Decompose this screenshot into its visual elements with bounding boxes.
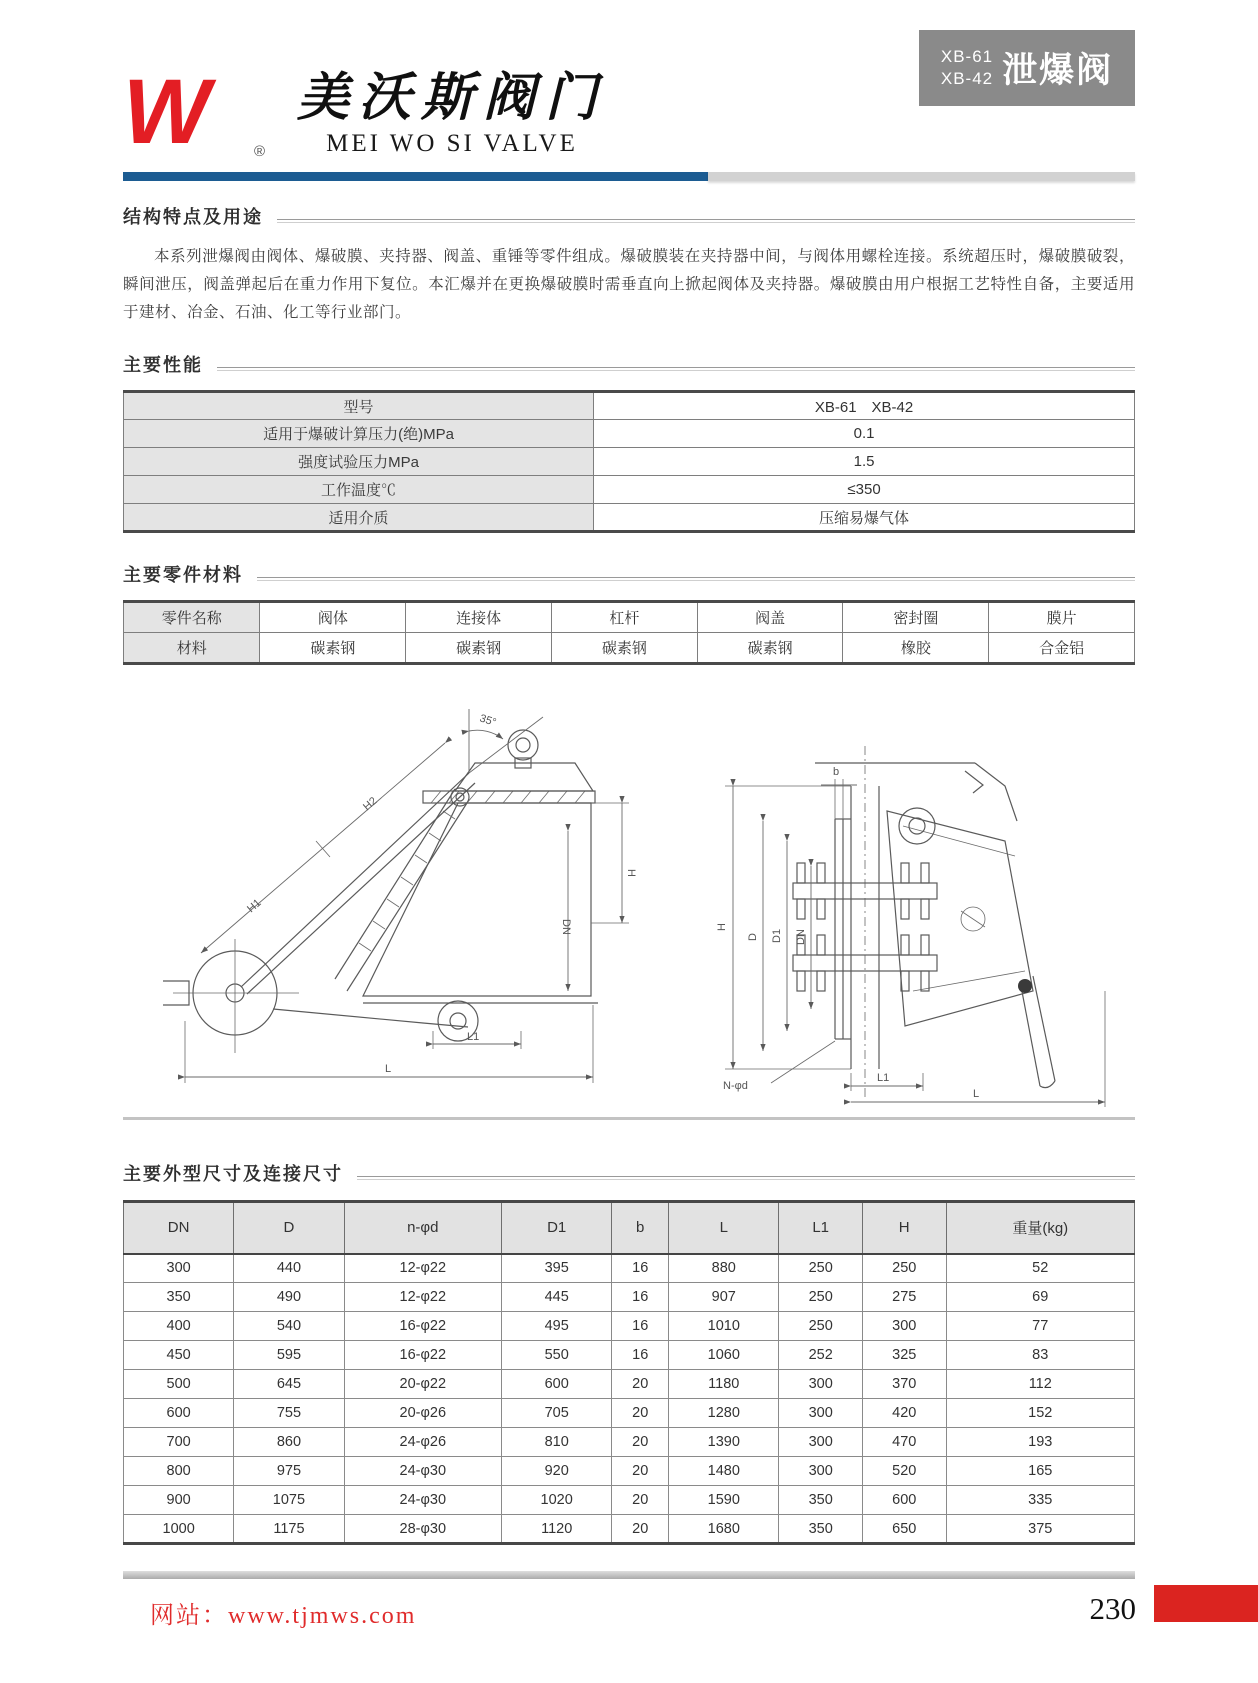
table-cell: 907 bbox=[669, 1283, 779, 1312]
table-cell: 橡胶 bbox=[843, 633, 989, 664]
table-cell: 375 bbox=[946, 1515, 1135, 1544]
dimension-label: L bbox=[385, 1063, 392, 1075]
product-badge bbox=[919, 30, 1135, 106]
column-header: 重量(kg) bbox=[946, 1202, 1135, 1254]
table-cell: 490 bbox=[234, 1283, 344, 1312]
table-cell: 16 bbox=[612, 1283, 669, 1312]
table-cell: 395 bbox=[502, 1254, 612, 1283]
table-cell: 500 bbox=[124, 1370, 234, 1399]
table-cell: 20 bbox=[612, 1457, 669, 1486]
column-header: DN bbox=[124, 1202, 234, 1254]
table-cell: 350 bbox=[779, 1515, 863, 1544]
table-cell: 强度试验压力MPa bbox=[124, 448, 594, 476]
table-cell: 压缩易爆气体 bbox=[594, 504, 1135, 532]
table-cell: 16-φ22 bbox=[344, 1341, 501, 1370]
table-cell: 16-φ22 bbox=[344, 1312, 501, 1341]
table-cell: 型号 bbox=[124, 392, 594, 420]
table-cell: 650 bbox=[862, 1515, 946, 1544]
registered-mark-icon: ® bbox=[253, 143, 265, 160]
table-cell: 材料 bbox=[124, 633, 260, 664]
table-cell: 1120 bbox=[502, 1515, 612, 1544]
dimension-label: H bbox=[716, 923, 728, 931]
table-cell: 370 bbox=[862, 1370, 946, 1399]
dimension-label: DN bbox=[795, 929, 807, 945]
table-cell: 20 bbox=[612, 1399, 669, 1428]
table-row bbox=[124, 504, 1135, 532]
table-cell: 350 bbox=[779, 1486, 863, 1515]
footer-red-block bbox=[1154, 1585, 1258, 1622]
section-dimensions bbox=[123, 1160, 1135, 1545]
table-cell: 470 bbox=[862, 1428, 946, 1457]
table-row bbox=[124, 1341, 1135, 1370]
table-cell: 600 bbox=[862, 1486, 946, 1515]
table-cell: 250 bbox=[779, 1254, 863, 1283]
header-rule-gray bbox=[708, 172, 1135, 181]
dimension-label: N-φd bbox=[723, 1080, 748, 1092]
section-title-row bbox=[123, 561, 1135, 587]
table-cell: 350 bbox=[124, 1283, 234, 1312]
table-cell: 24-φ30 bbox=[344, 1457, 501, 1486]
table-cell: 325 bbox=[862, 1341, 946, 1370]
table-cell: 零件名称 bbox=[124, 602, 260, 633]
table-cell: 阀盖 bbox=[697, 602, 843, 633]
column-header: L bbox=[669, 1202, 779, 1254]
badge-model-2: XB-42 bbox=[940, 69, 994, 88]
table-cell: 975 bbox=[234, 1457, 344, 1486]
table-cell: 合金铝 bbox=[989, 633, 1135, 664]
dimension-label: b bbox=[833, 766, 840, 778]
brand-text bbox=[297, 68, 607, 158]
section-rule bbox=[357, 1176, 1135, 1180]
features-paragraph: 本系列泄爆阀由阀体、爆破膜、夹持器、阀盖、重锤等零件组成。爆破膜装在夹持器中间，与阀体用螺栓连接。系统超压时，爆破膜破裂，瞬间泄压，阀盖弹起后在重力作用下复位。本汇爆并在更换爆破膜时需垂直向上掀起阀体及夹持器。爆破膜由用户根据工艺特性自备，主要适用于建材、冶金、石油、化工等行业部门。 bbox=[123, 248, 1135, 321]
table-row bbox=[124, 1428, 1135, 1457]
table-row bbox=[124, 448, 1135, 476]
table-cell: 540 bbox=[234, 1312, 344, 1341]
table-cell: 250 bbox=[779, 1312, 863, 1341]
table-cell: 600 bbox=[502, 1370, 612, 1399]
table-cell: 300 bbox=[779, 1399, 863, 1428]
table-cell: 密封圈 bbox=[843, 602, 989, 633]
table-row bbox=[124, 1486, 1135, 1515]
table-cell: 连接体 bbox=[406, 602, 552, 633]
table-cell: 1280 bbox=[669, 1399, 779, 1428]
section-rule bbox=[217, 367, 1135, 371]
table-cell: 20 bbox=[612, 1515, 669, 1544]
table-cell: 520 bbox=[862, 1457, 946, 1486]
column-header: L1 bbox=[779, 1202, 863, 1254]
badge-product-name: 泄爆阀 bbox=[1002, 51, 1114, 90]
section-title: 主要性能 bbox=[123, 355, 203, 375]
table-cell: 700 bbox=[124, 1428, 234, 1457]
table-cell: 440 bbox=[234, 1254, 344, 1283]
table-cell: 碳素钢 bbox=[551, 633, 697, 664]
badge-model-1: XB-61 bbox=[940, 47, 994, 66]
table-cell: 碳素钢 bbox=[406, 633, 552, 664]
website-text: 网站：www.tjmws.com bbox=[150, 1603, 417, 1629]
table-cell: 300 bbox=[779, 1457, 863, 1486]
table-cell: 20 bbox=[612, 1428, 669, 1457]
section-title: 主要零件材料 bbox=[123, 565, 243, 585]
table-row bbox=[124, 1515, 1135, 1544]
column-header: D1 bbox=[502, 1202, 612, 1254]
table-cell: 1060 bbox=[669, 1341, 779, 1370]
dimensions-table bbox=[123, 1200, 1135, 1545]
table-cell: 16 bbox=[612, 1254, 669, 1283]
table-row bbox=[124, 1370, 1135, 1399]
table-cell: 20-φ22 bbox=[344, 1370, 501, 1399]
table-cell: 1000 bbox=[124, 1515, 234, 1544]
table-cell: 1010 bbox=[669, 1312, 779, 1341]
table-cell: 152 bbox=[946, 1399, 1135, 1428]
section-title-row bbox=[123, 203, 1135, 229]
table-cell: 420 bbox=[862, 1399, 946, 1428]
table-cell: 300 bbox=[124, 1254, 234, 1283]
technical-drawings bbox=[123, 691, 1135, 1101]
table-cell: 300 bbox=[779, 1370, 863, 1399]
performance-table bbox=[123, 390, 1135, 533]
table-cell: XB-61 XB-42 bbox=[594, 392, 1135, 420]
table-cell: 495 bbox=[502, 1312, 612, 1341]
table-cell: 600 bbox=[124, 1399, 234, 1428]
table-cell: 1175 bbox=[234, 1515, 344, 1544]
dimension-label: H1 bbox=[245, 896, 264, 916]
table-cell: 16 bbox=[612, 1312, 669, 1341]
footer-rule bbox=[123, 1571, 1135, 1579]
section-performance bbox=[123, 351, 1135, 533]
table-cell: 1590 bbox=[669, 1486, 779, 1515]
table-cell: 595 bbox=[234, 1341, 344, 1370]
page-footer bbox=[0, 1571, 1258, 1683]
column-header: n-φd bbox=[344, 1202, 501, 1254]
table-cell: 1075 bbox=[234, 1486, 344, 1515]
dimension-label: DN bbox=[560, 919, 572, 935]
section-materials bbox=[123, 561, 1135, 665]
table-cell: 755 bbox=[234, 1399, 344, 1428]
table-cell: 800 bbox=[124, 1457, 234, 1486]
table-cell: 810 bbox=[502, 1428, 612, 1457]
table-cell: 1390 bbox=[669, 1428, 779, 1457]
table-cell: 1180 bbox=[669, 1370, 779, 1399]
technical-drawing-left bbox=[123, 691, 643, 1101]
table-row bbox=[124, 1254, 1135, 1283]
section-rule bbox=[277, 219, 1135, 223]
section-title-row bbox=[123, 351, 1135, 377]
section-features bbox=[123, 203, 1135, 327]
table-cell: 20 bbox=[612, 1370, 669, 1399]
table-cell: 阀体 bbox=[260, 602, 406, 633]
dimension-label: H2 bbox=[361, 794, 380, 814]
section-title-row bbox=[123, 1160, 1135, 1186]
logo-letter: W bbox=[123, 61, 204, 163]
logo-w-icon bbox=[123, 61, 283, 166]
dimension-label: 35° bbox=[478, 712, 498, 729]
table-cell: 12-φ22 bbox=[344, 1283, 501, 1312]
section-title: 主要外型尺寸及连接尺寸 bbox=[123, 1164, 343, 1184]
table-row bbox=[124, 1283, 1135, 1312]
table-cell: 300 bbox=[779, 1428, 863, 1457]
table-cell: 193 bbox=[946, 1428, 1135, 1457]
table-cell: 860 bbox=[234, 1428, 344, 1457]
column-header: H bbox=[862, 1202, 946, 1254]
section-title: 结构特点及用途 bbox=[123, 207, 263, 227]
table-cell: 1680 bbox=[669, 1515, 779, 1544]
dimension-label: H bbox=[625, 869, 637, 877]
dimension-label: D1 bbox=[771, 928, 783, 943]
dimension-label: L1 bbox=[467, 1031, 480, 1043]
brand-name-cn: 美沃斯阀门 bbox=[297, 67, 608, 128]
brand-logo bbox=[123, 61, 608, 166]
table-cell: 445 bbox=[502, 1283, 612, 1312]
table-cell: 300 bbox=[862, 1312, 946, 1341]
table-cell: 900 bbox=[124, 1486, 234, 1515]
header-rule-blue bbox=[123, 172, 708, 181]
table-cell: 880 bbox=[669, 1254, 779, 1283]
column-header: D bbox=[234, 1202, 344, 1254]
table-cell: 335 bbox=[946, 1486, 1135, 1515]
table-row bbox=[124, 1457, 1135, 1486]
table-cell: 12-φ22 bbox=[344, 1254, 501, 1283]
table-cell: 69 bbox=[946, 1283, 1135, 1312]
table-cell: 20-φ26 bbox=[344, 1399, 501, 1428]
table-cell: 20 bbox=[612, 1486, 669, 1515]
table-cell: 工作温度℃ bbox=[124, 476, 594, 504]
dimension-label: L bbox=[973, 1088, 980, 1100]
table-cell: 645 bbox=[234, 1370, 344, 1399]
table-row bbox=[124, 420, 1135, 448]
table-cell: 适用于爆破计算压力(绝)MPa bbox=[124, 420, 594, 448]
table-row bbox=[124, 1312, 1135, 1341]
table-cell: 碳素钢 bbox=[260, 633, 406, 664]
dimension-label: D bbox=[747, 933, 759, 941]
table-cell: 16 bbox=[612, 1341, 669, 1370]
table-cell: ≤350 bbox=[594, 476, 1135, 504]
table-cell: 24-φ30 bbox=[344, 1486, 501, 1515]
table-cell: 112 bbox=[946, 1370, 1135, 1399]
table-cell: 705 bbox=[502, 1399, 612, 1428]
table-cell: 920 bbox=[502, 1457, 612, 1486]
table-cell: 24-φ26 bbox=[344, 1428, 501, 1457]
table-cell: 165 bbox=[946, 1457, 1135, 1486]
table-cell: 400 bbox=[124, 1312, 234, 1341]
table-cell: 250 bbox=[862, 1254, 946, 1283]
table-row bbox=[124, 392, 1135, 420]
page-number: 230 bbox=[1089, 1591, 1136, 1626]
table-cell: 450 bbox=[124, 1341, 234, 1370]
table-cell: 1.5 bbox=[594, 448, 1135, 476]
table-cell: 适用介质 bbox=[124, 504, 594, 532]
dimension-label: L1 bbox=[877, 1072, 890, 1084]
table-cell: 1020 bbox=[502, 1486, 612, 1515]
table-row bbox=[124, 602, 1135, 633]
table-cell: 0.1 bbox=[594, 420, 1135, 448]
table-cell: 252 bbox=[779, 1341, 863, 1370]
table-cell: 膜片 bbox=[989, 602, 1135, 633]
brand-name-en: MEI WO SI VALVE bbox=[326, 130, 578, 157]
table-row bbox=[124, 476, 1135, 504]
section-rule bbox=[257, 577, 1135, 581]
table-cell: 52 bbox=[946, 1254, 1135, 1283]
table-row bbox=[124, 633, 1135, 664]
table-cell: 28-φ30 bbox=[344, 1515, 501, 1544]
table-cell: 碳素钢 bbox=[697, 633, 843, 664]
table-cell: 250 bbox=[779, 1283, 863, 1312]
table-cell: 83 bbox=[946, 1341, 1135, 1370]
table-row bbox=[124, 1399, 1135, 1428]
table-cell: 275 bbox=[862, 1283, 946, 1312]
table-cell: 1480 bbox=[669, 1457, 779, 1486]
page-header bbox=[123, 0, 1135, 172]
table-cell: 550 bbox=[502, 1341, 612, 1370]
header-rule bbox=[123, 172, 1135, 181]
table-cell: 77 bbox=[946, 1312, 1135, 1341]
table-cell: 杠杆 bbox=[551, 602, 697, 633]
table-header-row bbox=[124, 1202, 1135, 1254]
materials-table bbox=[123, 600, 1135, 665]
column-header: b bbox=[612, 1202, 669, 1254]
drawings-divider bbox=[123, 1117, 1135, 1120]
technical-drawing-right bbox=[665, 691, 1135, 1111]
badge-models bbox=[941, 46, 993, 90]
